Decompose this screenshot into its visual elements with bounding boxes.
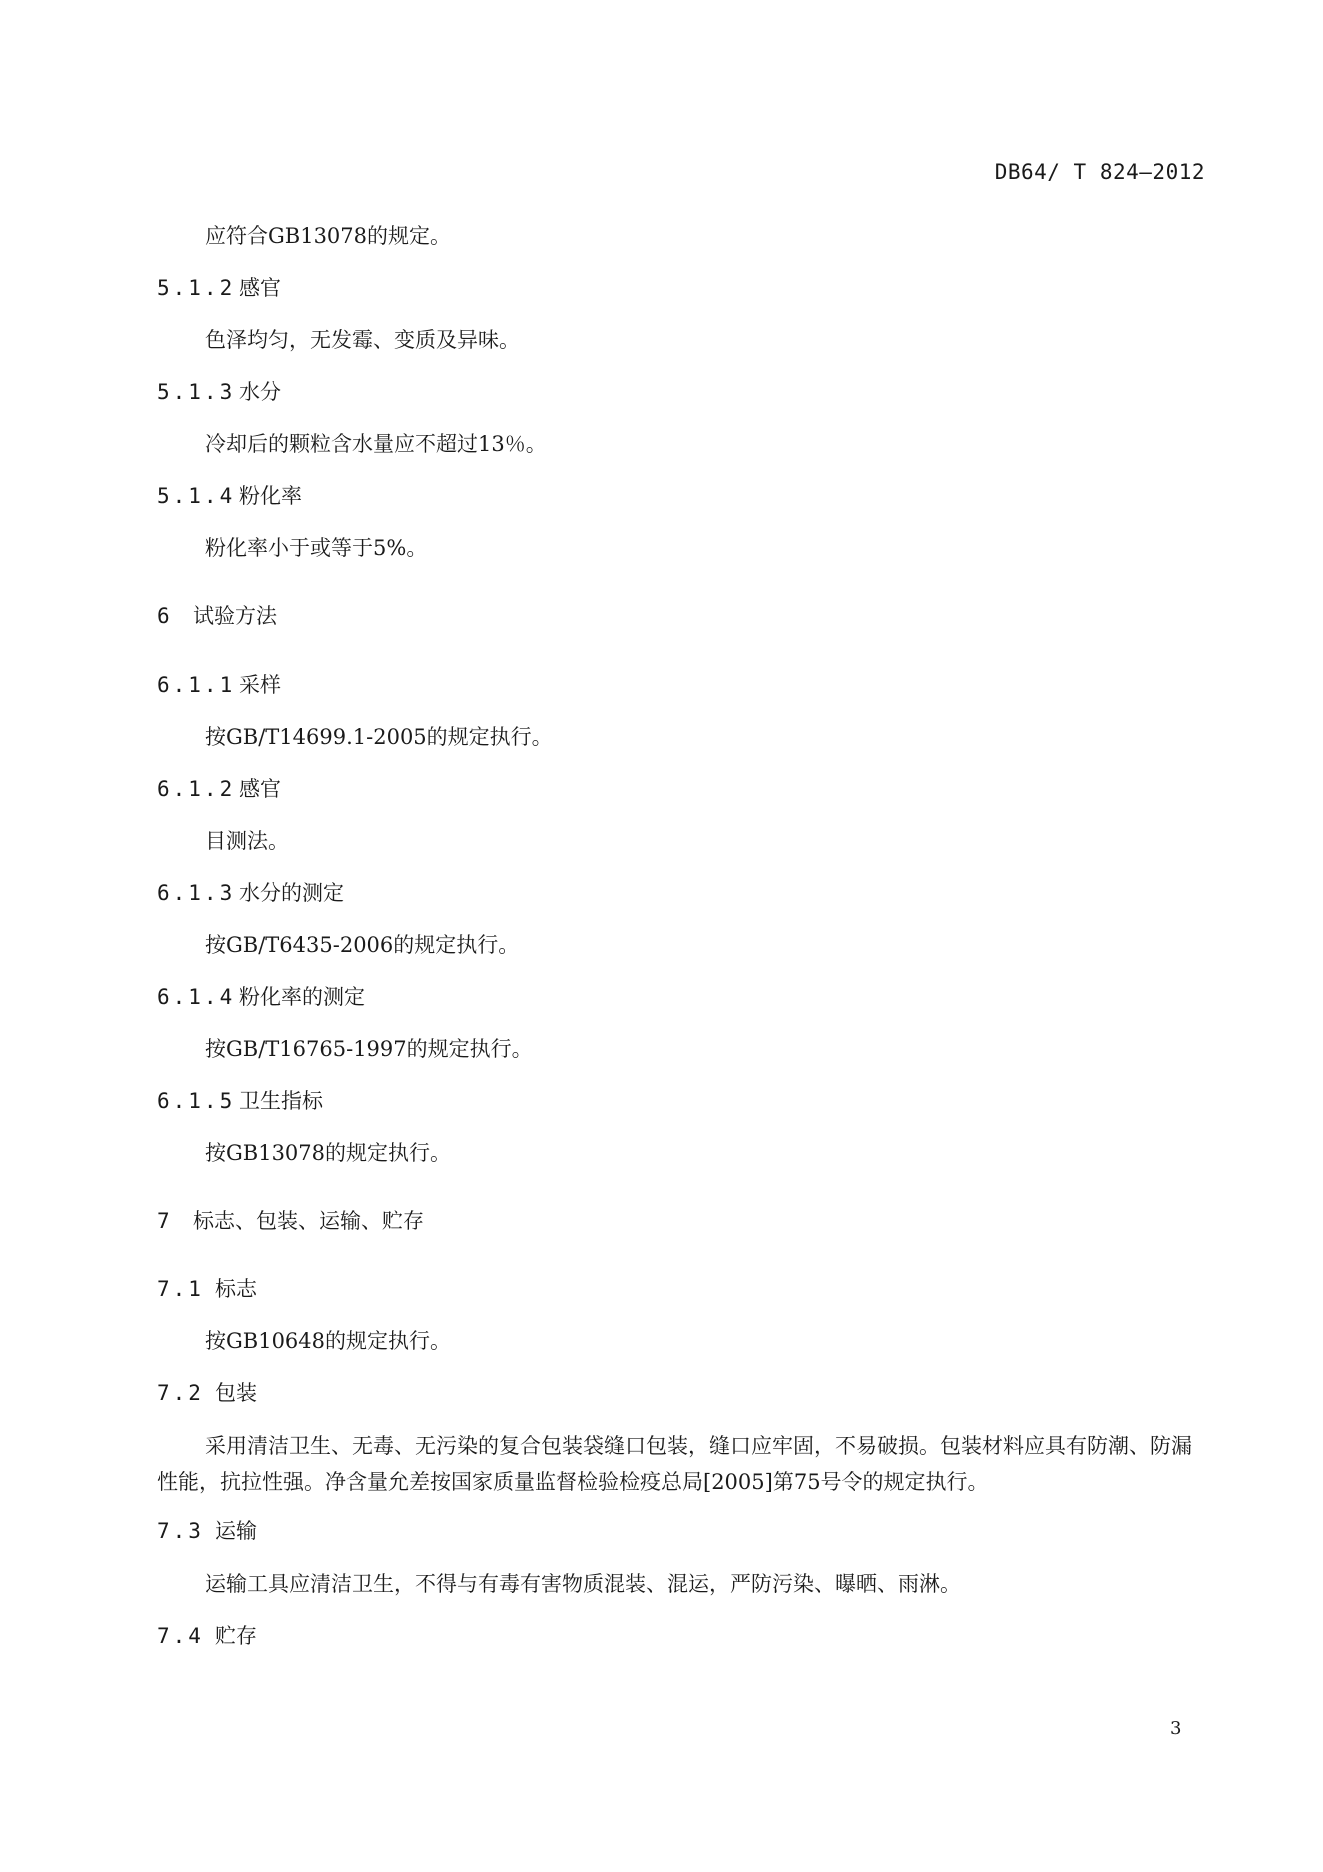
- section-heading: [157, 877, 344, 907]
- section-title: 感官: [239, 777, 281, 801]
- section-number: 7.3: [157, 1519, 204, 1543]
- section-number: 7.4: [157, 1624, 204, 1648]
- section-heading: [157, 1377, 257, 1407]
- section-title: 水分的测定: [239, 881, 344, 905]
- section-heading: [157, 600, 277, 630]
- section-number: 6.1.2: [157, 777, 236, 801]
- paragraph: 粉化率小于或等于5%。: [205, 536, 428, 560]
- paragraph: 应符合GB13078的规定。: [205, 224, 452, 248]
- section-number: 6: [157, 604, 173, 628]
- section-heading: [157, 773, 281, 803]
- paragraph: 色泽均匀，无发霉、变质及异味。: [205, 328, 520, 352]
- section-title: 试验方法: [193, 604, 277, 628]
- section-number: 6.1.4: [157, 985, 236, 1009]
- section-number: 5.1.4: [157, 484, 236, 508]
- paragraph: 按GB10648的规定执行。: [205, 1329, 452, 1353]
- section-number: 6.1.1: [157, 673, 236, 697]
- section-title: 粉化率的测定: [239, 985, 365, 1009]
- section-heading: [157, 480, 302, 510]
- section-heading: [157, 376, 281, 406]
- section-number: 5.1.3: [157, 380, 236, 404]
- section-number: 5.1.2: [157, 276, 236, 300]
- section-number: 6.1.3: [157, 881, 236, 905]
- section-heading: [157, 1085, 323, 1115]
- section-title: 卫生指标: [239, 1089, 323, 1113]
- paragraph: 冷却后的颗粒含水量应不超过13％。: [205, 432, 547, 456]
- section-number: 7: [157, 1209, 173, 1233]
- section-number: 6.1.5: [157, 1089, 236, 1113]
- section-title: 采样: [239, 673, 281, 697]
- section-title: 贮存: [215, 1624, 257, 1648]
- section-heading: [157, 1515, 257, 1545]
- paragraph: 采用清洁卫生、无毒、无污染的复合包装袋缝口包装，缝口应牢固，不易破损。包装材料应具有防潮、防漏性能，抗拉性强。净含量允差按国家质量监督检验检疫总局[2005]第75号令的规定执行。: [157, 1434, 1192, 1494]
- section-title: 包装: [215, 1381, 257, 1405]
- section-heading: [157, 981, 365, 1011]
- section-title: 水分: [239, 380, 281, 404]
- section-title: 感官: [239, 276, 281, 300]
- section-title: 运输: [215, 1519, 257, 1543]
- section-heading: [157, 1620, 257, 1650]
- paragraph: 按GB/T6435-2006的规定执行。: [205, 933, 520, 957]
- section-title: 标志: [215, 1277, 257, 1301]
- paragraph: 按GB13078的规定执行。: [205, 1141, 452, 1165]
- section-heading: [157, 1273, 257, 1303]
- paragraph: 运输工具应清洁卫生，不得与有毒有害物质混装、混运，严防污染、曝晒、雨淋。: [205, 1572, 961, 1596]
- page-number: 3: [1170, 1718, 1182, 1739]
- paragraph: 目测法。: [205, 829, 289, 853]
- section-title: 粉化率: [239, 484, 302, 508]
- section-heading: [157, 1205, 424, 1235]
- section-number: 7.2: [157, 1381, 204, 1405]
- document-code: DB64/ T 824—2012: [994, 160, 1205, 184]
- section-heading: [157, 669, 281, 699]
- section-heading: [157, 272, 281, 302]
- section-title: 标志、包装、运输、贮存: [193, 1209, 424, 1233]
- paragraph: 按GB/T16765-1997的规定执行。: [205, 1037, 533, 1061]
- paragraph: 按GB/T14699.1-2005的规定执行。: [205, 725, 553, 749]
- section-number: 7.1: [157, 1277, 204, 1301]
